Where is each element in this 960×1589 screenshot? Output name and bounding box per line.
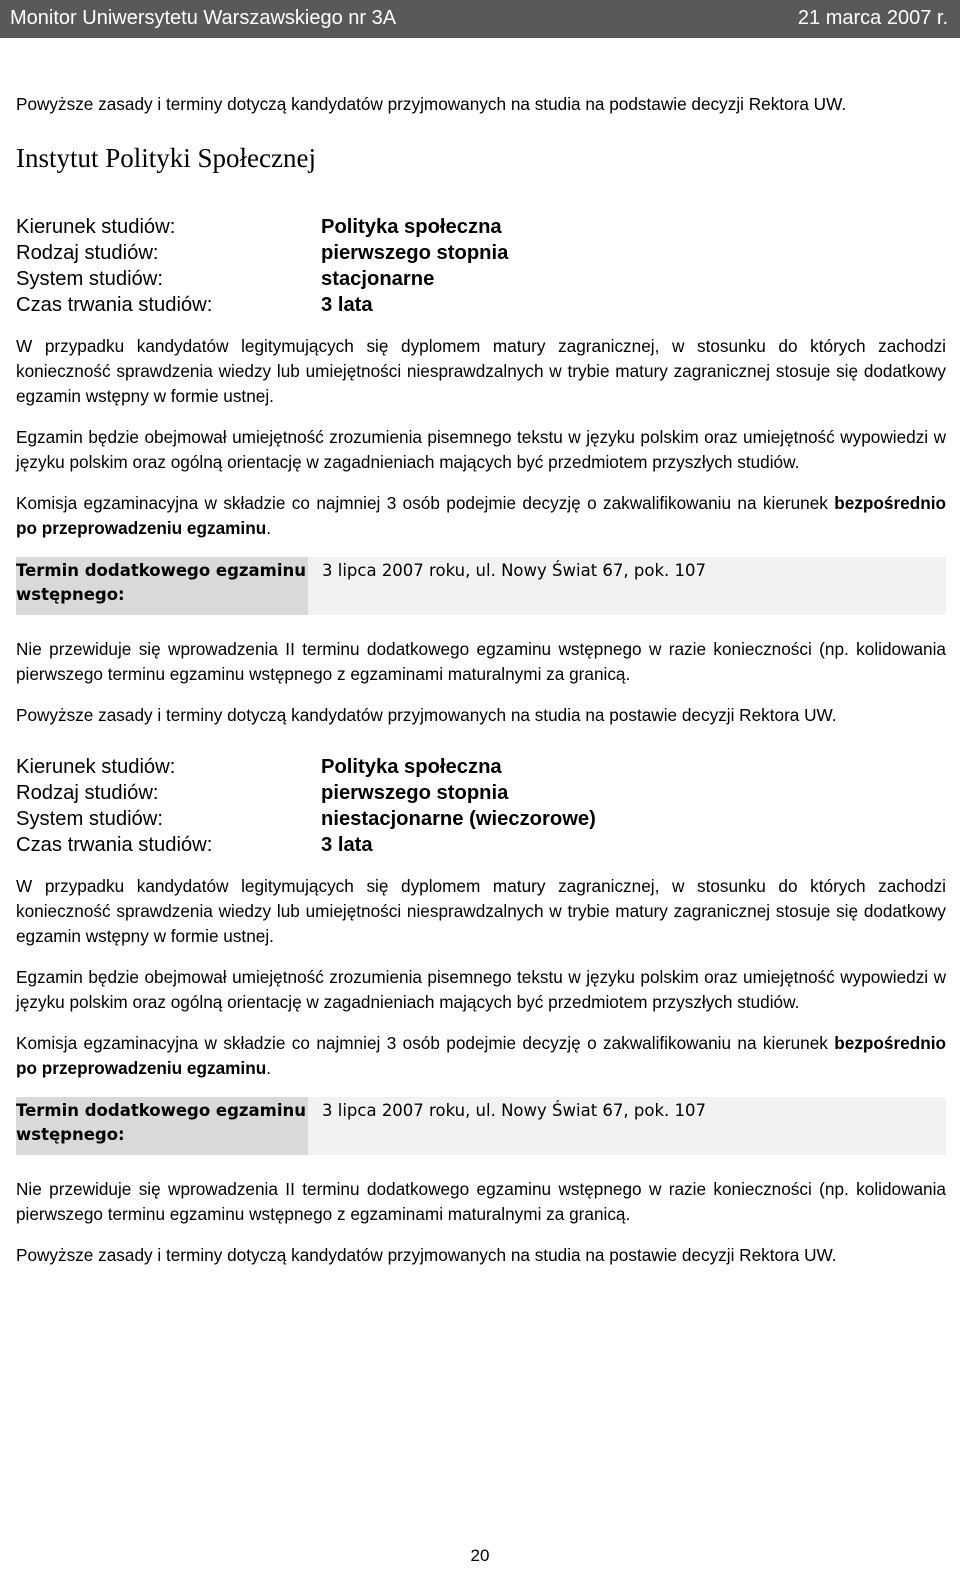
spec-value: Polityka społeczna — [321, 216, 502, 238]
exam-description-paragraph: Egzamin będzie obejmował umiejętność zrozumienia pisemnego tekstu w języku polskim oraz umiejętność wypowiedzi w języku polskim oraz ogólną orientację w zagadnieniach mających być przedmiotem przyszłych studiów. — [16, 967, 946, 1012]
study-section — [16, 214, 946, 728]
commission-bold-text: bezpośrednio po przeprowadzeniu egzaminu — [16, 493, 946, 538]
spec-row — [16, 266, 946, 292]
no-second-term-paragraph: Nie przewiduje się wprowadzenia II terminu dodatkowego egzaminu wstępnego w razie konieczności (np. kolidowania pierwszego terminu egzaminu wstępnego z egzaminami maturalnymi za granicą. — [16, 1179, 946, 1224]
header-publication: Monitor Uniwersytetu Warszawskiego nr 3A — [10, 7, 397, 29]
spec-row — [16, 214, 946, 240]
institute-title: Instytut Polityki Społecznej — [16, 143, 316, 173]
spec-label: Czas trwania studiów: — [16, 294, 213, 316]
exam-date-value: 3 lipca 2007 roku, ul. Nowy Świat 67, pok. 107 — [308, 557, 946, 615]
commission-text: Komisja egzaminacyjna w składzie co najmniej 3 osób podejmie decyzję o zakwalifikowaniu na kierunek — [16, 493, 835, 513]
no-second-term-paragraph: Nie przewiduje się wprowadzenia II terminu dodatkowego egzaminu wstępnego w razie konieczności (np. kolidowania pierwszego terminu egzaminu wstępnego z egzaminami maturalnymi za granicą. — [16, 639, 946, 684]
commission-end: . — [266, 1058, 271, 1078]
exam-date-box — [16, 557, 946, 615]
closing-paragraph: Powyższe zasady i terminy dotyczą kandydatów przyjmowanych na studia na postawie decyzji Rektora UW. — [16, 705, 837, 725]
spec-value: Polityka społeczna — [321, 756, 502, 778]
spec-label: Czas trwania studiów: — [16, 834, 213, 856]
exam-date-box — [16, 1097, 946, 1155]
foreign-matura-paragraph: W przypadku kandydatów legitymujących się dyplomem matury zagranicznej, w stosunku do których zachodzi konieczność sprawdzenia wiedzy lub umiejętności niesprawdzalnych w trybie matury zagranicznej stosuje się dodatkowy egzamin wstępny w formie ustnej. — [16, 336, 946, 406]
exam-date-label: Termin dodatkowego egzaminu wstępnego: — [16, 1097, 308, 1155]
commission-text: Komisja egzaminacyjna w składzie co najmniej 3 osób podejmie decyzję o zakwalifikowaniu na kierunek — [16, 1033, 835, 1053]
spec-row — [16, 806, 946, 832]
commission-paragraph — [16, 491, 946, 541]
page-number: 20 — [470, 1546, 490, 1565]
spec-label: Kierunek studiów: — [16, 216, 176, 238]
spec-row — [16, 240, 946, 266]
commission-paragraph — [16, 1031, 946, 1081]
spec-label: System studiów: — [16, 808, 163, 830]
exam-date-label: Termin dodatkowego egzaminu wstępnego: — [16, 557, 308, 615]
spec-value: 3 lata — [321, 834, 373, 856]
commission-bold-text: bezpośrednio po przeprowadzeniu egzaminu — [16, 1033, 946, 1078]
spec-row — [16, 754, 946, 780]
exam-description-paragraph: Egzamin będzie obejmował umiejętność zrozumienia pisemnego tekstu w języku polskim oraz umiejętność wypowiedzi w języku polskim oraz ogólną orientację w zagadnieniach mających być przedmiotem przyszłych studiów. — [16, 427, 946, 472]
closing-paragraph: Powyższe zasady i terminy dotyczą kandydatów przyjmowanych na studia na postawie decyzji Rektora UW. — [16, 1245, 837, 1265]
spec-value: stacjonarne — [321, 268, 435, 290]
exam-date-value: 3 lipca 2007 roku, ul. Nowy Świat 67, pok. 107 — [308, 1097, 946, 1155]
spec-value: pierwszego stopnia — [321, 782, 509, 804]
spec-value: 3 lata — [321, 294, 373, 316]
spec-label: Rodzaj studiów: — [16, 242, 159, 264]
spec-value: pierwszego stopnia — [321, 242, 509, 264]
study-spec — [16, 754, 946, 858]
spec-row — [16, 780, 946, 806]
foreign-matura-paragraph: W przypadku kandydatów legitymujących się dyplomem matury zagranicznej, w stosunku do których zachodzi konieczność sprawdzenia wiedzy lub umiejętności niesprawdzalnych w trybie matury zagranicznej stosuje się dodatkowy egzamin wstępny w formie ustnej. — [16, 876, 946, 946]
spec-row — [16, 292, 946, 318]
spec-row — [16, 832, 946, 858]
intro-paragraph: Powyższe zasady i terminy dotyczą kandydatów przyjmowanych na studia na podstawie decyzji Rektora UW. — [16, 94, 847, 114]
spec-label: Rodzaj studiów: — [16, 782, 159, 804]
running-header — [0, 0, 960, 38]
header-date: 21 marca 2007 r. — [797, 7, 948, 29]
spec-label: Kierunek studiów: — [16, 756, 176, 778]
study-spec — [16, 214, 946, 318]
commission-end: . — [266, 518, 271, 538]
spec-value: niestacjonarne (wieczorowe) — [321, 808, 596, 830]
spec-label: System studiów: — [16, 268, 163, 290]
study-section — [16, 754, 946, 1268]
document-body — [16, 92, 946, 1284]
